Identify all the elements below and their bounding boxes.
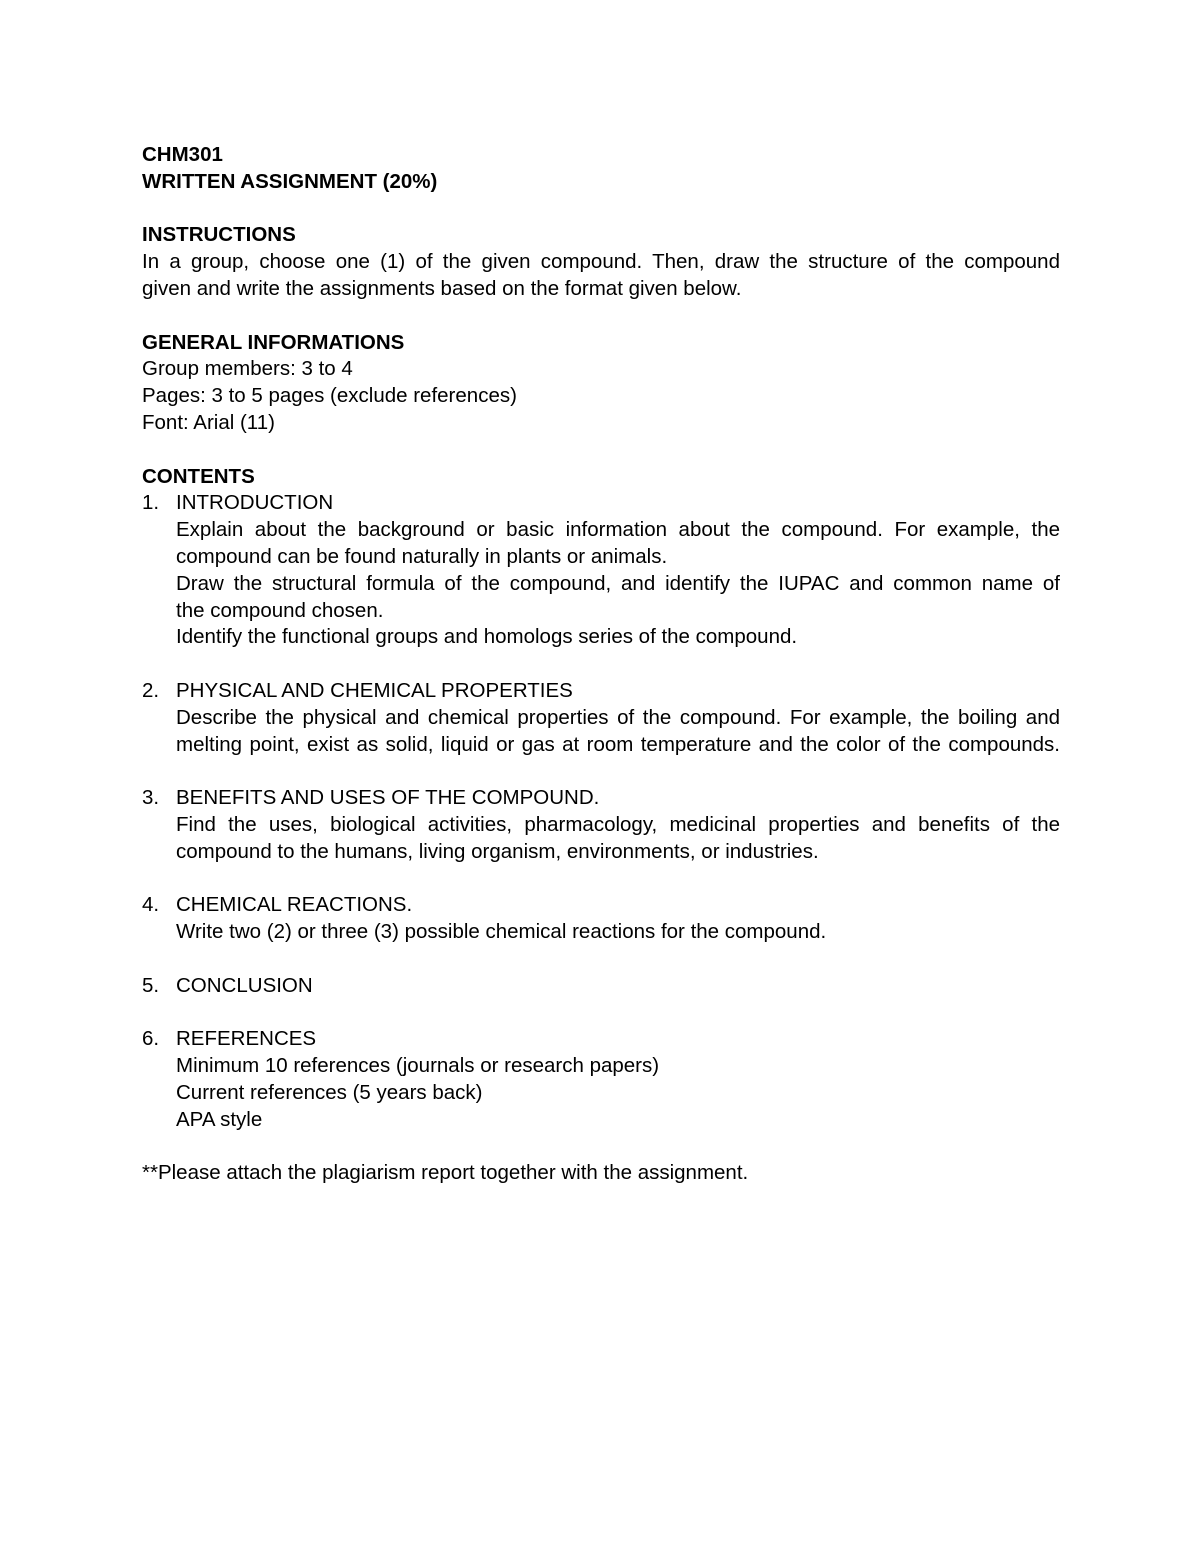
instructions-heading: INSTRUCTIONS bbox=[142, 223, 296, 247]
item-number: 6. bbox=[142, 1027, 160, 1051]
item-line: compound can be found naturally in plants or animals. bbox=[176, 544, 668, 568]
item-line: Describe the physical and chemical properties of the compound. For example, the boiling and bbox=[176, 705, 1060, 729]
item-title: BENEFITS AND USES OF THE COMPOUND. bbox=[176, 786, 600, 810]
item-title: CHEMICAL REACTIONS. bbox=[176, 893, 413, 917]
item-line: Explain about the background or basic information about the compound. For example, the bbox=[176, 518, 1060, 542]
instructions-line: given and write the assignments based on the format given below. bbox=[142, 276, 742, 300]
item-title: PHYSICAL AND CHEMICAL PROPERTIES bbox=[176, 678, 573, 702]
item-number: 5. bbox=[142, 973, 160, 997]
item-line: Find the uses, biological activities, pharmacology, medicinal properties and benefits of the bbox=[176, 812, 1060, 836]
item-number: 2. bbox=[142, 678, 160, 702]
course-code: CHM301 bbox=[142, 143, 223, 166]
spacer bbox=[142, 303, 1060, 330]
item-line: APA style bbox=[176, 1107, 263, 1131]
general-line: Group members: 3 to 4 bbox=[142, 357, 353, 381]
contents-item bbox=[142, 678, 1060, 758]
item-body bbox=[176, 892, 1060, 946]
item-body bbox=[176, 490, 1060, 651]
item-number: 3. bbox=[142, 786, 160, 810]
spacer bbox=[142, 1000, 1060, 1027]
contents-item bbox=[142, 973, 1060, 1000]
spacer bbox=[142, 651, 1060, 678]
contents-item bbox=[142, 892, 1060, 946]
contents-item bbox=[142, 490, 1060, 651]
instructions-line: In a group, choose one (1) of the given compound. Then, draw the structure of the compound bbox=[142, 250, 1060, 274]
general-heading: GENERAL INFORMATIONS bbox=[142, 330, 405, 354]
item-body bbox=[176, 785, 1060, 865]
plagiarism-note: **Please attach the plagiarism report together with the assignment. bbox=[142, 1161, 749, 1185]
item-line: compound to the humans, living organism, environments, or industries. bbox=[176, 839, 819, 863]
item-body bbox=[176, 973, 1060, 1000]
item-line: Identify the functional groups and homologs series of the compound. bbox=[176, 625, 798, 649]
contents-item bbox=[142, 1026, 1060, 1133]
general-line: Font: Arial (11) bbox=[142, 410, 275, 434]
item-line: Draw the structural formula of the compound, and identify the IUPAC and common name of bbox=[176, 571, 1060, 595]
item-title: INTRODUCTION bbox=[176, 491, 334, 515]
item-line: Minimum 10 references (journals or research papers) bbox=[176, 1054, 660, 1078]
contents-item bbox=[142, 785, 1060, 865]
assignment-title: WRITTEN ASSIGNMENT (20%) bbox=[142, 169, 438, 193]
item-body bbox=[176, 678, 1060, 758]
item-line: melting point, exist as solid, liquid or gas at room temperature and the color of the compounds. bbox=[176, 732, 1060, 756]
item-number: 1. bbox=[142, 491, 160, 515]
spacer bbox=[142, 437, 1060, 464]
item-title: CONCLUSION bbox=[176, 973, 313, 997]
item-line: Current references (5 years back) bbox=[176, 1080, 483, 1104]
general-line: Pages: 3 to 5 pages (exclude references) bbox=[142, 384, 517, 408]
spacer bbox=[142, 758, 1060, 785]
assignment-document bbox=[142, 142, 1060, 1187]
item-line: the compound chosen. bbox=[176, 598, 384, 622]
item-line: Write two (2) or three (3) possible chemical reactions for the compound. bbox=[176, 920, 827, 944]
spacer bbox=[142, 196, 1060, 223]
item-body bbox=[176, 1026, 1060, 1133]
item-number: 4. bbox=[142, 893, 160, 917]
spacer bbox=[142, 1133, 1060, 1160]
contents-heading: CONTENTS bbox=[142, 464, 255, 488]
item-title: REFERENCES bbox=[176, 1027, 317, 1051]
spacer bbox=[142, 866, 1060, 893]
spacer bbox=[142, 946, 1060, 973]
